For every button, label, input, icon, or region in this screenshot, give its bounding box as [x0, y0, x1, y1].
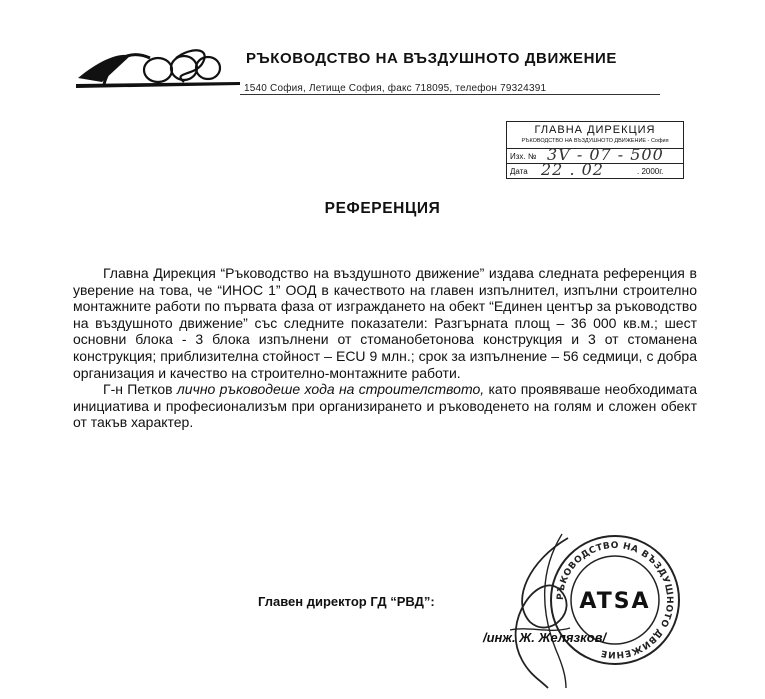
seal-center-text: ATSA — [579, 589, 651, 614]
body-paragraph — [73, 381, 697, 431]
seal-ring-text: РЪКОВОДСТВО НА ВЪЗДУШНОТО ДВИЖЕНИЕ — [555, 540, 675, 660]
stamp-date-value: 22 . 02 — [541, 160, 604, 179]
signatory-title: Главен директор ГД “РВД”: — [258, 594, 435, 609]
organization-address: 1540 София, Летище София, факс 718095, телефон 79324391 — [244, 83, 547, 94]
atsa-logo — [72, 38, 242, 100]
signatory-name: /инж. Ж. Желязков/ — [483, 630, 607, 645]
handwritten-signature — [470, 530, 620, 690]
stamp-subtitle: РЪКОВОДСТВО НА ВЪЗДУШНОТО ДВИЖЕНИЕ - София — [521, 138, 669, 144]
paragraph-lead: Г-н Петков — [103, 381, 177, 398]
document-title: РЕФЕРЕНЦИЯ — [324, 200, 441, 217]
stamp-date-year: . 2000г. — [637, 167, 664, 176]
stamp-title: ГЛАВНА ДИРЕКЦИЯ — [534, 124, 656, 136]
document-body — [73, 265, 697, 431]
organization-name: РЪКОВОДСТВО НА ВЪЗДУШНОТО ДВИЖЕНИЕ — [246, 50, 618, 67]
stamp-outgoing-label: Изх. № — [510, 152, 537, 161]
stamp-outgoing-value: 3V - 07 - 500 — [547, 145, 664, 164]
body-paragraph: Главна Дирекция “Ръководство на въздушното движение” издава следната референция в уверение на това, че “ИНОС 1” ООД в качеството на главен изпълнител, изпълни строително монтажните работи по първата фаза от изграждането на обект “Единен център за ръководство на въздушното движение” със следните показатели: Разгърната площ – 36 000 кв.м.; шест основни блока - 3 блока изпълнени от стоманобетонова конструкция и 3 от стоманена конструкция; приблизителна стойност – ECU 9 млн.; срок за изпълнение – 56 седмици, с добра организация и качество на строително-монтажните работи. — [73, 265, 697, 381]
stamp-date-label: Дата — [510, 167, 528, 176]
paragraph-rest: като проявяваше необходимата инициатива и професионализъм при организирането и ръководенето на голям и сложен обект от такъв характер. — [73, 381, 697, 431]
paragraph-emphasis: лично ръководеше хода на строителството, — [176, 381, 485, 398]
header-divider — [240, 94, 660, 95]
registration-stamp — [506, 121, 684, 179]
